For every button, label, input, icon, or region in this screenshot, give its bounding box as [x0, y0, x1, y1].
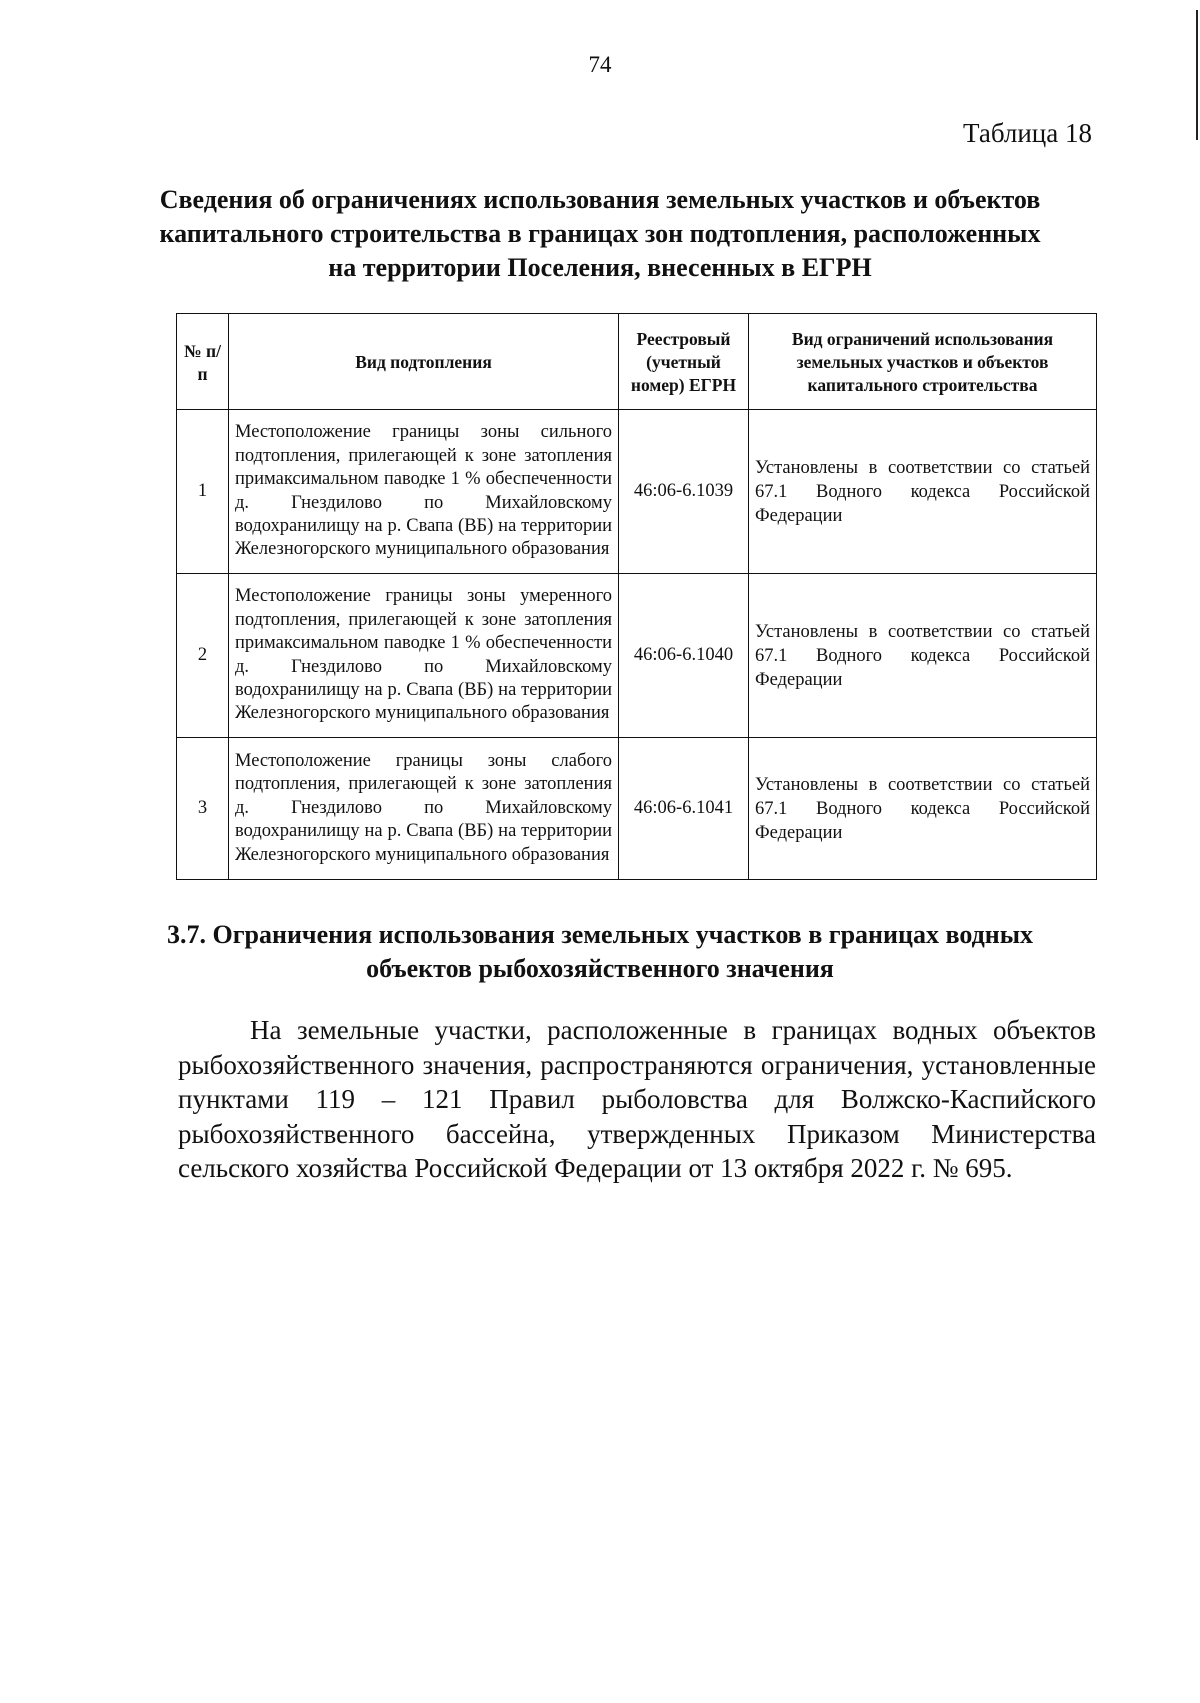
page-number: 74 [588, 52, 612, 77]
row-flood-kind: Местоположение границы зоны слабого подтопления, прилегающей к зоне затопления д. Гнездилово по Михайловскому водохранилищу на р. Свапа (ВБ) на территории Железногорского муниципального образования [229, 738, 619, 880]
header-limits: Вид ограничений использования земельных участков и объектов капитального строительства [749, 314, 1097, 410]
row-restriction-type: Установлены в соответствии со статьей 67.1 Водного кодекса Российской Федерации [749, 410, 1097, 574]
row-restriction-type: Установлены в соответствии со статьей 67.1 Водного кодекса Российской Федерации [749, 574, 1097, 738]
row-restriction-type: Установлены в соответствии со статьей 67.1 Водного кодекса Российской Федерации [749, 738, 1097, 880]
row-registry-number: 46:06-6.1039 [619, 410, 749, 574]
row-registry-number: 46:06-6.1040 [619, 574, 749, 738]
table-caption: Сведения об ограничениях использования земельных участков и объектов капитального строительства в границах зон подтопления, расположенных на территории Поселения, внесенных в ЕГРН [159, 185, 1041, 282]
table-row [177, 738, 1097, 880]
table-row [177, 410, 1097, 574]
row-flood-kind: Местоположение границы зоны сильного подтопления, прилегающей к зоне затопления примаксимальном паводке 1 % обеспеченности д. Гнездилово по Михайловскому водохранилищу на р. Свапа (ВБ) на территории Железногорского муниципального образования [229, 410, 619, 574]
row-number: 2 [177, 574, 229, 738]
table-row [177, 574, 1097, 738]
body-paragraph: На земельные участки, расположенные в границах водных объектов рыбохозяйственного значения, распространяются ограничения, установленные пунктами 119 – 121 Правил рыболовства для Волжско-Каспийского рыбохозяйственного бассейна, утвержденных Приказом Министерства сельского хозяйства Российской Федерации от 13 октября 2022 г. № 695. [178, 1015, 1096, 1183]
table-header-row [177, 314, 1097, 410]
header-registry: Реестровый (учетный номер) ЕГРН [619, 314, 749, 410]
header-kind: Вид подтопления [229, 314, 619, 410]
row-number: 3 [177, 738, 229, 880]
row-flood-kind: Местоположение границы зоны умеренного подтопления, прилегающей к зоне затопления примаксимальном паводке 1 % обеспеченности д. Гнездилово по Михайловскому водохранилищу на р. Свапа (ВБ) на территории Железногорского муниципального образования [229, 574, 619, 738]
header-num: № п/п [177, 314, 229, 410]
table-label: Таблица 18 [963, 118, 1092, 148]
row-number: 1 [177, 410, 229, 574]
row-registry-number: 46:06-6.1041 [619, 738, 749, 880]
restrictions-table [176, 313, 1097, 880]
section-heading: 3.7. Ограничения использования земельных участков в границах водных объектов рыбохозяйственного значения [166, 920, 1034, 983]
